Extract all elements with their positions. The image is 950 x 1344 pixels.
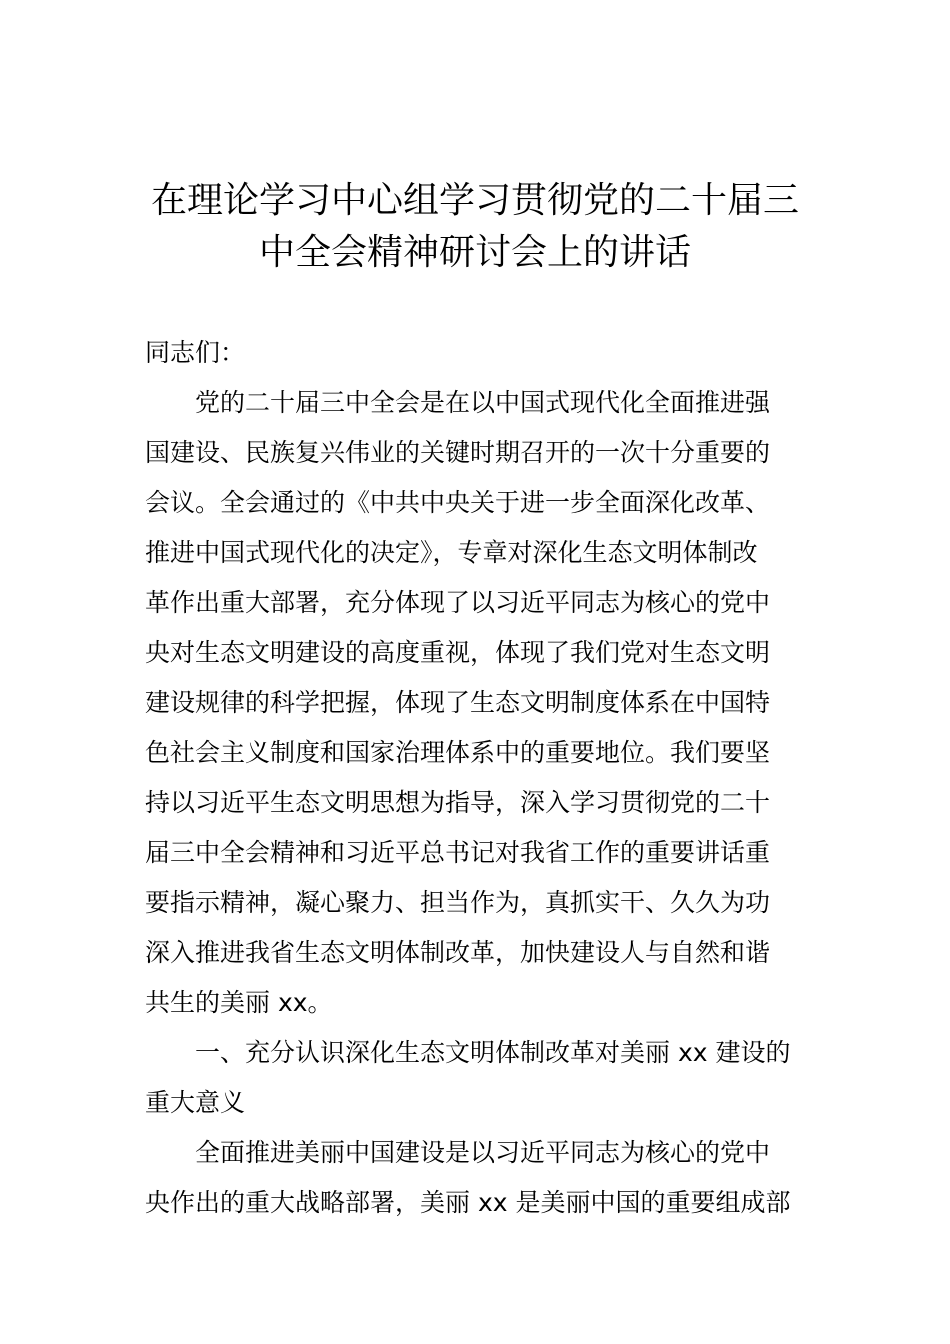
document-body [145,328,810,1228]
paragraph-line: 推进中国式现代化的决定》，专章对深化生态文明体制改 [145,538,758,567]
section-heading-line: 重大意义 [145,1088,246,1117]
paragraph-line: 建设规律的科学把握，体现了生态文明制度体系在中国特 [145,688,771,717]
salutation: 同志们： [145,338,246,367]
paragraph-line: 共生的美丽 xx。 [145,988,333,1017]
title-line-1: 在理论学习中心组学习贯彻党的二十届三 [150,180,799,221]
paragraph-line: 国建设、民族复兴伟业的关键时期召开的一次十分重要的 [145,438,771,467]
document-title [120,175,830,279]
paragraph-line: 党的二十届三中全会是在以中国式现代化全面推进强 [195,388,771,417]
paragraph-line: 持以习近平生态文明思想为指导，深入学习贯彻党的二十 [145,788,771,817]
paragraph-line: 会议。全会通过的《中共中央关于进一步全面深化改革、 [145,488,771,517]
paragraph-line: 色社会主义制度和国家治理体系中的重要地位。我们要坚 [145,738,771,767]
paragraph-line: 届三中全会精神和习近平总书记对我省工作的重要讲话重 [145,838,771,867]
paragraph-line: 革作出重大部署，充分体现了以习近平同志为核心的党中 [145,588,771,617]
paragraph-line: 要指示精神，凝心聚力、担当作为，真抓实干、久久为功 [145,888,771,917]
paragraph-line: 全面推进美丽中国建设是以习近平同志为核心的党中 [195,1138,771,1167]
paragraph-line: 央对生态文明建设的高度重视，体现了我们党对生态文明 [145,638,771,667]
paragraph-line: 央作出的重大战略部署，美丽 xx 是美丽中国的重要组成部 [145,1188,791,1217]
paragraph-line: 深入推进我省生态文明体制改革，加快建设人与自然和谐 [145,938,771,967]
section-heading-line: 一、充分认识深化生态文明体制改革对美丽 xx 建设的 [195,1038,791,1067]
title-line-2: 中全会精神研讨会上的讲话 [258,232,691,273]
